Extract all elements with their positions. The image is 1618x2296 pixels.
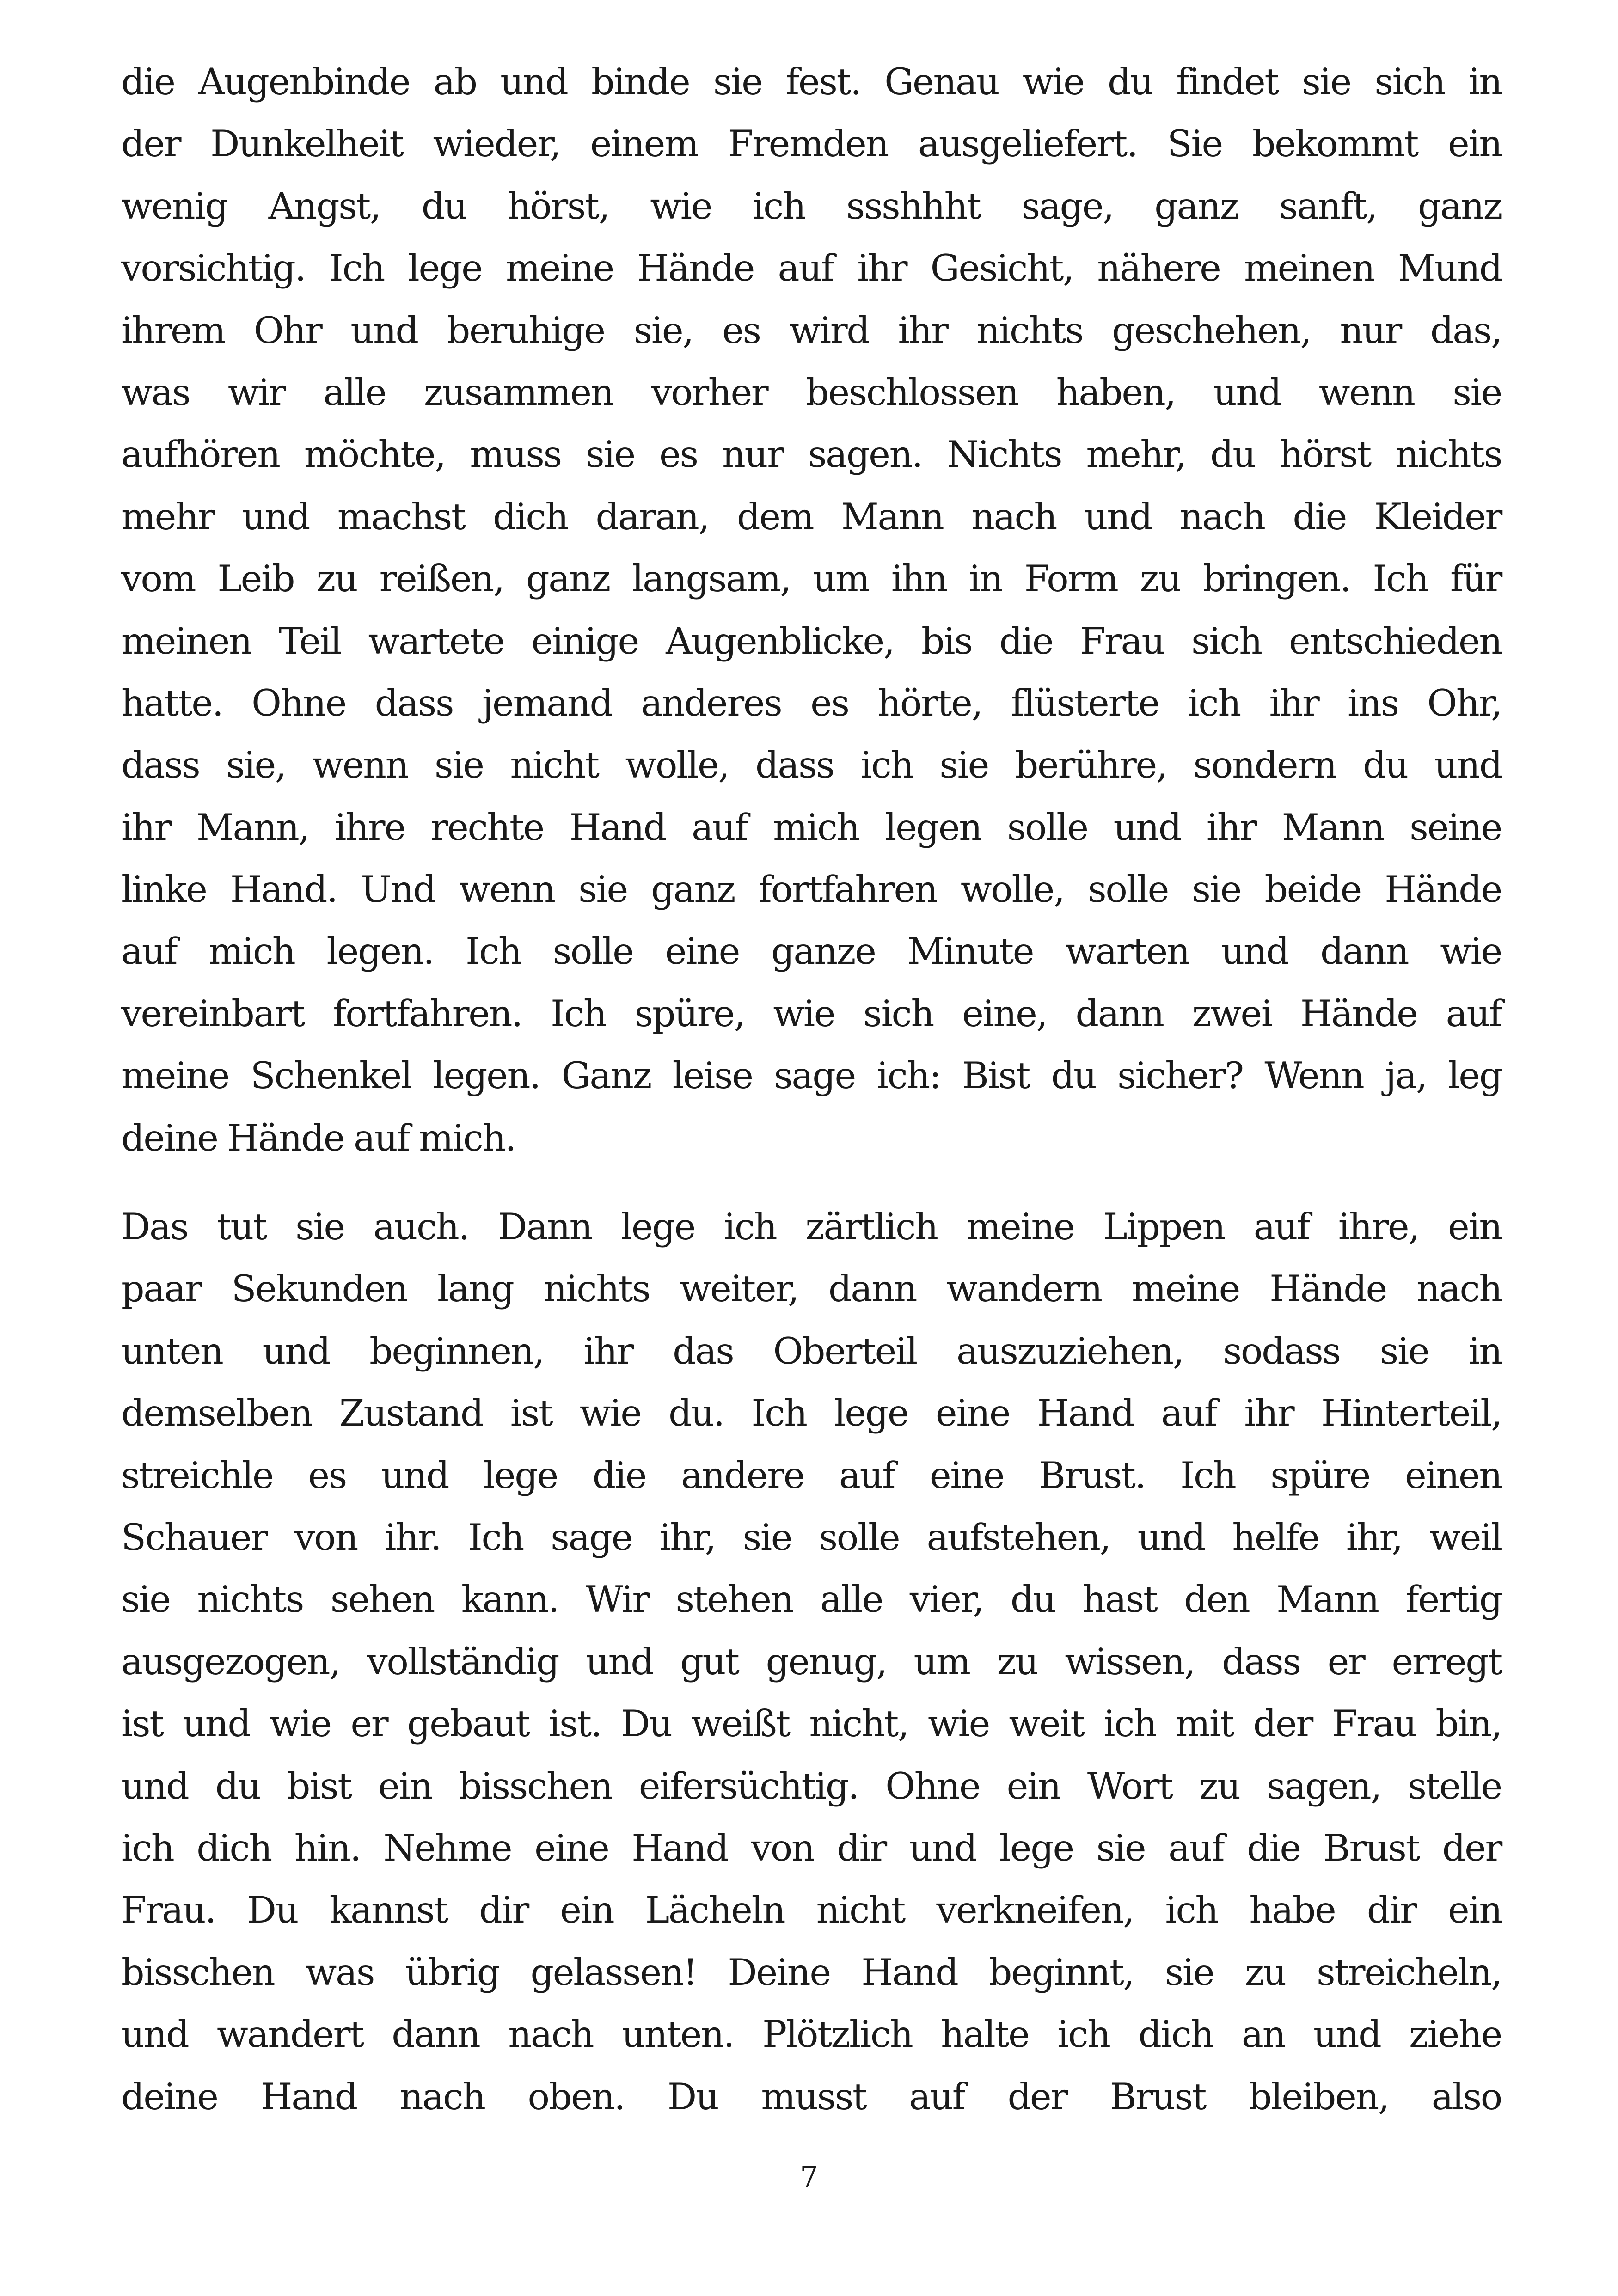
text-line: ausgezogen, vollständig und gut genug, um zu wissen, dass er erregt xyxy=(121,1640,1502,1683)
text-line: Schauer von ihr. Ich sage ihr, sie solle aufstehen, und helfe ihr, weil xyxy=(121,1516,1502,1559)
text-line: auf mich legen. Ich solle eine ganze Minute warten und dann wie xyxy=(121,930,1502,973)
text-line: dass sie, wenn sie nicht wolle, dass ich sie berühre, sondern du und xyxy=(121,744,1502,787)
text-line: und du bist ein bisschen eifersüchtig. Ohne ein Wort zu sagen, stelle xyxy=(121,1764,1502,1807)
text-line: streichle es und lege die andere auf eine Brust. Ich spüre einen xyxy=(121,1454,1502,1497)
text-line: vereinbart fortfahren. Ich spüre, wie sich eine, dann zwei Hände auf xyxy=(121,992,1502,1035)
text-line: Das tut sie auch. Dann lege ich zärtlich meine Lippen auf ihre, ein xyxy=(121,1206,1502,1249)
page-number: 7 xyxy=(800,2160,818,2194)
text-line: bisschen was übrig gelassen! Deine Hand beginnt, sie zu streicheln, xyxy=(121,1951,1502,1994)
text-line: ich dich hin. Nehme eine Hand von dir und lege sie auf die Brust der xyxy=(121,1826,1502,1869)
text-line: der Dunkelheit wieder, einem Fremden ausgeliefert. Sie bekommt ein xyxy=(121,122,1502,165)
text-line: hatte. Ohne dass jemand anderes es hörte, flüsterte ich ihr ins Ohr, xyxy=(121,681,1502,724)
paragraph-1 xyxy=(121,51,1502,1169)
body-text xyxy=(121,51,1502,2128)
text-line: und wandert dann nach unten. Plötzlich halte ich dich an und ziehe xyxy=(121,2013,1502,2056)
text-line: demselben Zustand ist wie du. Ich lege eine Hand auf ihr Hinterteil, xyxy=(121,1392,1502,1435)
text-line: wenig Angst, du hörst, wie ich ssshhht sage, ganz sanft, ganz xyxy=(121,184,1502,227)
text-line: deine Hand nach oben. Du musst auf der Brust bleiben, also xyxy=(121,2075,1502,2118)
text-line: deine Hände auf mich. xyxy=(121,1116,516,1159)
text-line: ihrem Ohr und beruhige sie, es wird ihr nichts geschehen, nur das, xyxy=(121,309,1502,352)
text-line: Frau. Du kannst dir ein Lächeln nicht verkneifen, ich habe dir ein xyxy=(121,1889,1502,1932)
text-line: aufhören möchte, muss sie es nur sagen. Nichts mehr, du hörst nichts xyxy=(121,433,1502,476)
text-line: die Augenbinde ab und binde sie fest. Genau wie du findet sie sich in xyxy=(121,61,1502,103)
text-line: paar Sekunden lang nichts weiter, dann wandern meine Hände nach xyxy=(121,1267,1502,1310)
text-line: ihr Mann, ihre rechte Hand auf mich legen solle und ihr Mann seine xyxy=(121,806,1502,849)
text-line: meine Schenkel legen. Ganz leise sage ich: Bist du sicher? Wenn ja, leg xyxy=(121,1054,1502,1097)
text-line: unten und beginnen, ihr das Oberteil auszuziehen, sodass sie in xyxy=(121,1329,1502,1372)
text-line: vorsichtig. Ich lege meine Hände auf ihr Gesicht, nähere meinen Mund xyxy=(121,247,1502,290)
paragraph-2 xyxy=(121,1196,1502,2128)
text-line: was wir alle zusammen vorher beschlossen haben, und wenn sie xyxy=(121,371,1502,414)
text-line: ist und wie er gebaut ist. Du weißt nicht, wie weit ich mit der Frau bin, xyxy=(121,1702,1502,1745)
text-line: sie nichts sehen kann. Wir stehen alle vier, du hast den Mann fertig xyxy=(121,1578,1502,1621)
text-line: linke Hand. Und wenn sie ganz fortfahren wolle, solle sie beide Hände xyxy=(121,868,1502,911)
text-line: mehr und machst dich daran, dem Mann nach und nach die Kleider xyxy=(121,495,1502,538)
text-line: vom Leib zu reißen, ganz langsam, um ihn in Form zu bringen. Ich für xyxy=(121,557,1502,600)
text-line: meinen Teil wartete einige Augenblicke, bis die Frau sich entschieden xyxy=(121,619,1502,662)
